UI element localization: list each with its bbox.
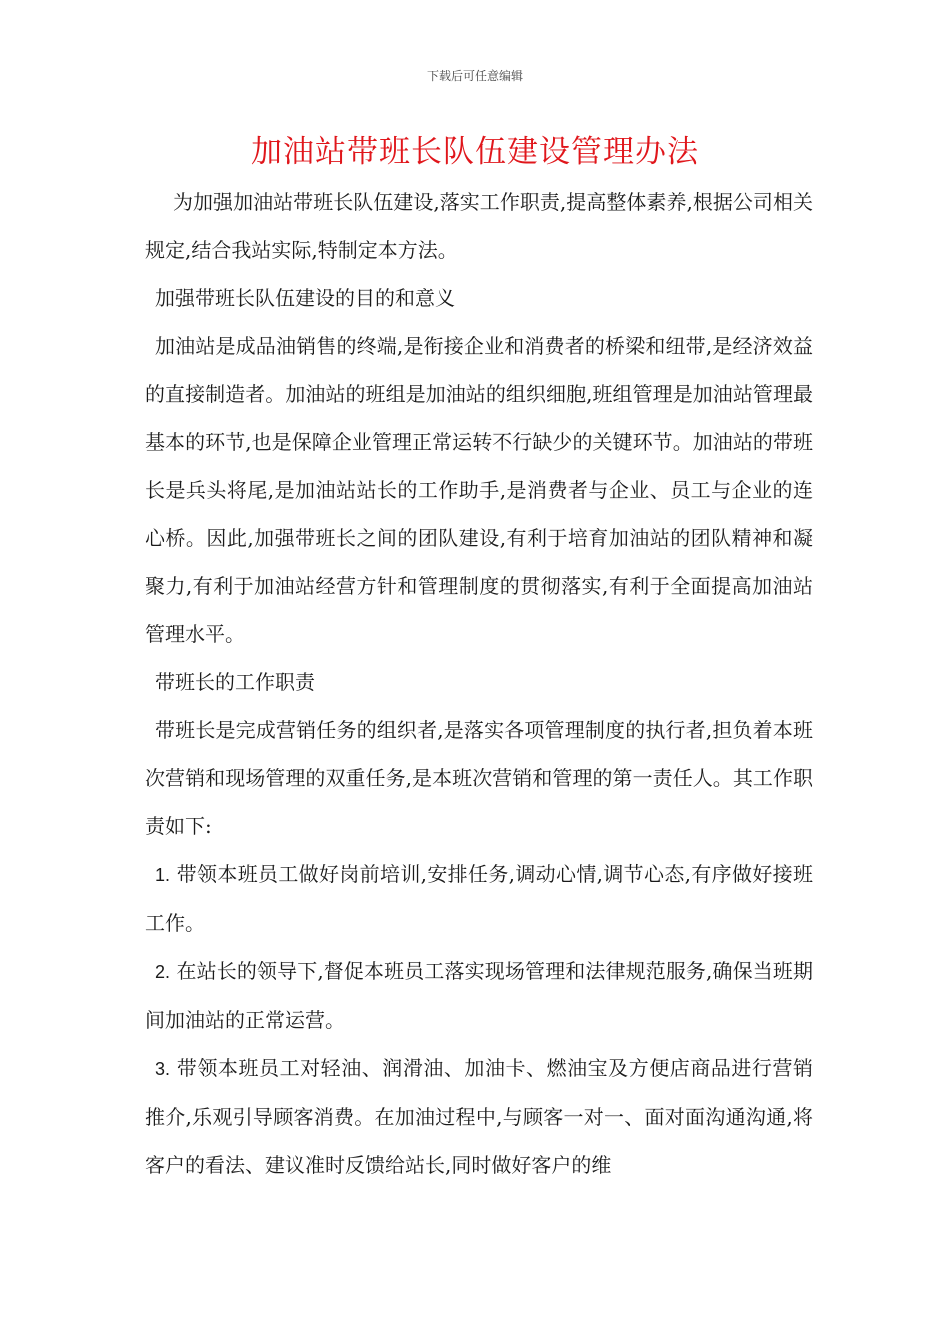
duty-item-number: 1.	[155, 865, 171, 885]
duty-item	[145, 947, 813, 1044]
duty-item	[145, 1044, 813, 1189]
duty-item	[145, 850, 813, 947]
duties-paragraph: 带班长是完成营销任务的组织者,是落实各项管理制度的执行者,担负着本班次营销和现场管理的双重任务,是本班次营销和管理的第一责任人。其工作职责如下:	[145, 718, 813, 838]
document-body	[145, 178, 813, 1189]
section-heading-duties: 带班长的工作职责	[155, 670, 315, 694]
duty-item-number: 3.	[155, 1059, 171, 1079]
duty-item-number: 2.	[155, 962, 171, 982]
duty-item-text: 带领本班员工对轻油、润滑油、加油卡、燃油宝及方便店商品进行营销推介,乐观引导顾客消费。在加油过程中,与顾客一对一、面对面沟通沟通,将客户的看法、建议准时反馈给站长,同时做好客户的维	[145, 1056, 814, 1177]
section-heading-purpose: 加强带班长队伍建设的目的和意义	[155, 286, 455, 310]
header-note: 下载后可任意编辑	[426, 69, 523, 83]
purpose-paragraph: 加油站是成品油销售的终端,是衔接企业和消费者的桥梁和纽带,是经济效益的直接制造者。加油站的班组是加油站的组织细胞,班组管理是加油站管理最基本的环节,也是保障企业管理正常运转不行缺少的关键环节。加油站的带班长是兵头将尾,是加油站站长的工作助手,是消费者与企业、员工与企业的连心桥。因此,加强带班长之间的团队建设,有利于培育加油站的团队精神和凝聚力,有利于加油站经营方针和管理制度的贯彻落实,有利于全面提高加油站管理水平。	[145, 334, 813, 646]
duty-item-text: 带领本班员工做好岗前培训,安排任务,调动心情,调节心态,有序做好接班工作。	[145, 862, 813, 935]
document-title: 加油站带班长队伍建设管理办法	[251, 134, 699, 170]
intro-paragraph: 为加强加油站带班长队伍建设,落实工作职责,提高整体素养,根据公司相关规定,结合我站实际,特制定本方法。	[145, 190, 813, 262]
duty-item-text: 在站长的领导下,督促本班员工落实现场管理和法律规范服务,确保当班期间加油站的正常运营。	[145, 959, 814, 1032]
